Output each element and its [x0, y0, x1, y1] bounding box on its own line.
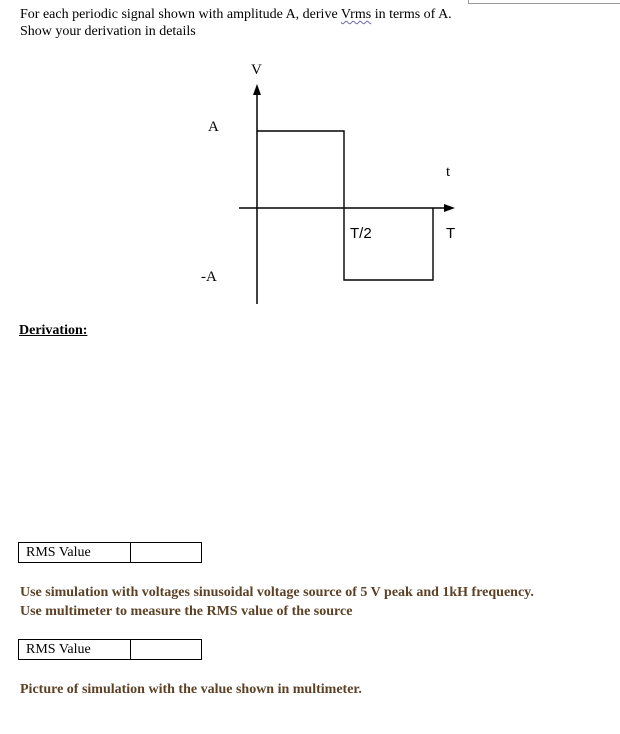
y-axis-arrowhead	[253, 84, 261, 95]
square-wave-figure	[0, 0, 620, 340]
simulation-instruction-2: Use multimeter to measure the RMS value of the source	[20, 604, 353, 619]
picture-caption: Picture of simulation with the value shown in multimeter.	[20, 682, 362, 697]
rms-row-1	[19, 543, 202, 563]
x-axis-label: t	[446, 164, 451, 180]
derivation-heading: Derivation:	[19, 323, 88, 338]
simulation-instruction-1: Use simulation with voltages sinusoidal voltage source of 5 V peak and 1kH frequency.	[20, 585, 534, 600]
rms-label-1: RMS Value	[19, 543, 131, 563]
y-axis-label: V	[251, 62, 262, 78]
rms-value-table-1	[18, 542, 202, 563]
period-label: T	[446, 225, 456, 242]
rms-label-2: RMS Value	[19, 640, 131, 660]
instruction-line-2: Show your derivation in details	[20, 24, 196, 39]
rms-row-2	[19, 640, 202, 660]
instruction-line-1-start: For each periodic signal shown with amplitude A, derive	[20, 7, 341, 22]
vrms-term: Vrms	[340, 7, 372, 22]
rms-value-table-2	[18, 639, 202, 660]
x-axis-arrowhead	[444, 204, 455, 212]
amplitude-negative-label: -A	[201, 269, 217, 285]
amplitude-positive-label: A	[208, 119, 219, 135]
square-wave-trace	[257, 131, 433, 280]
rms-value-cell-2[interactable]	[131, 640, 202, 660]
rms-value-cell-1[interactable]	[131, 543, 202, 563]
instruction-line-1-end: in terms of A.	[371, 7, 452, 22]
half-period-label: T/2	[350, 225, 372, 242]
